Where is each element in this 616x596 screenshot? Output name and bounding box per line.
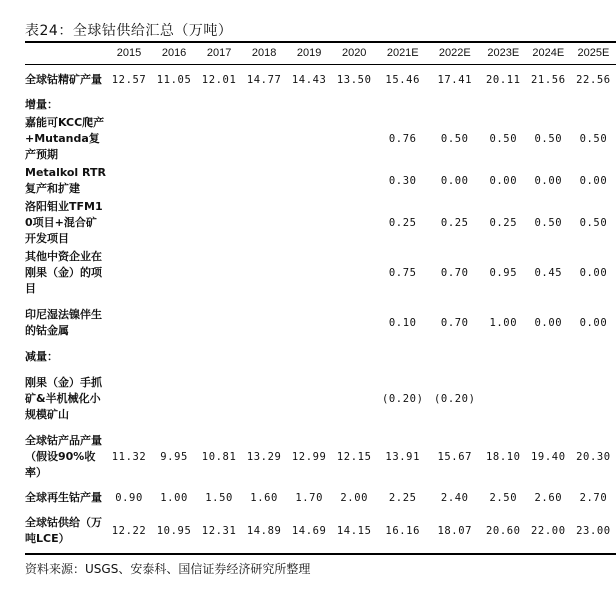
header-cell-year: 2019: [296, 47, 322, 59]
value-cell: 15.46: [385, 74, 421, 86]
value-cell: [287, 114, 332, 164]
value-cell: [526, 96, 571, 114]
value-cell: [287, 366, 332, 432]
value-cell: [242, 348, 287, 366]
value-cell: [429, 96, 481, 114]
value-cell: 0.70: [440, 267, 469, 279]
value-cell: [287, 164, 332, 198]
value-cell: [526, 348, 571, 366]
value-cell: [332, 164, 377, 198]
value-cell: [242, 366, 287, 432]
header-cell-year: 2021E: [386, 47, 419, 59]
table-row: [25, 248, 616, 298]
value-cell: [197, 298, 242, 348]
value-cell: 22.56: [576, 74, 611, 86]
value-cell: [242, 164, 287, 198]
table-row: [25, 64, 616, 96]
header-cell-year: 2020: [341, 47, 367, 59]
value-cell: [242, 96, 287, 114]
value-cell: [107, 248, 152, 298]
value-cell: [481, 366, 526, 432]
table-row: [25, 432, 616, 482]
value-cell: 19.40: [531, 451, 566, 463]
row-label: 全球钴精矿产量: [25, 73, 102, 86]
header-cell-year: 2024E: [532, 47, 565, 59]
row-label: 嘉能可KCC爬产+Mutanda复产预期: [25, 116, 105, 161]
value-cell: 13.29: [246, 451, 282, 463]
value-cell: 12.99: [291, 451, 327, 463]
value-cell: [481, 96, 526, 114]
value-cell: 18.10: [485, 451, 521, 463]
header-cell-year: 2015: [116, 47, 142, 59]
row-label: 全球钴供给（万吨LCE）: [25, 516, 102, 545]
value-cell: 13.91: [385, 451, 421, 463]
value-cell: 0.00: [489, 175, 518, 187]
value-cell: 0.10: [388, 317, 417, 329]
value-cell: 1.00: [489, 317, 518, 329]
value-cell: 0.00: [440, 175, 469, 187]
value-cell: [242, 248, 287, 298]
header-cell-year: 2017: [206, 47, 232, 59]
value-cell: 10.95: [156, 525, 192, 537]
value-cell: [197, 164, 242, 198]
value-cell: 0.00: [534, 175, 563, 187]
value-cell: [526, 366, 571, 432]
value-cell: 0.50: [579, 133, 608, 145]
value-cell: 16.16: [385, 525, 421, 537]
value-cell: 12.01: [201, 74, 237, 86]
table-row: [25, 114, 616, 164]
value-cell: [152, 198, 197, 248]
value-cell: [332, 366, 377, 432]
value-cell: 0.50: [534, 217, 563, 229]
value-cell: 0.95: [489, 267, 518, 279]
value-cell: 11.32: [111, 451, 147, 463]
value-cell: [197, 114, 242, 164]
value-cell: [197, 248, 242, 298]
value-cell: [287, 96, 332, 114]
value-cell: 12.31: [201, 525, 237, 537]
value-cell: 0.50: [579, 217, 608, 229]
value-cell: 1.60: [250, 492, 278, 504]
value-cell: [287, 198, 332, 248]
value-cell: 0.25: [489, 217, 518, 229]
value-cell: [197, 96, 242, 114]
value-cell: 0.50: [489, 133, 518, 145]
value-cell: [242, 114, 287, 164]
value-cell: 14.43: [291, 74, 327, 86]
value-cell: [197, 348, 242, 366]
value-cell: 23.00: [576, 525, 611, 537]
value-cell: 0.45: [534, 267, 563, 279]
table-row: [25, 348, 616, 366]
row-label: 印尼湿法镍伴生的钴金属: [25, 308, 102, 337]
value-cell: [197, 366, 242, 432]
table-row: [25, 482, 616, 514]
row-label: 全球钴产品产量（假设90%收率）: [25, 434, 102, 479]
value-cell: 20.30: [576, 451, 611, 463]
value-cell: 2.60: [534, 492, 563, 504]
value-cell: 10.81: [201, 451, 237, 463]
value-cell: 0.30: [388, 175, 417, 187]
value-cell: [571, 366, 616, 432]
value-cell: 14.15: [336, 525, 372, 537]
value-cell: [571, 96, 616, 114]
value-cell: [377, 348, 429, 366]
row-label: 减量：: [25, 350, 58, 363]
table-row: [25, 514, 616, 548]
value-cell: 20.11: [485, 74, 521, 86]
value-cell: [107, 164, 152, 198]
header-cell-year: 2022E: [438, 47, 471, 59]
value-cell: 14.69: [291, 525, 327, 537]
value-cell: [242, 298, 287, 348]
value-cell: [377, 96, 429, 114]
value-cell: 0.00: [534, 317, 563, 329]
header-cell-year: 2025E: [577, 47, 610, 59]
bottom-rule: [25, 553, 616, 555]
value-cell: [152, 96, 197, 114]
table-row: [25, 198, 616, 248]
value-cell: 0.90: [115, 492, 143, 504]
value-cell: 20.60: [485, 525, 521, 537]
value-cell: 0.76: [388, 133, 417, 145]
value-cell: 2.00: [340, 492, 369, 504]
value-cell: [152, 298, 197, 348]
value-cell: 14.89: [246, 525, 282, 537]
value-cell: [481, 348, 526, 366]
row-label: 增量：: [25, 98, 58, 111]
header-cell-year: 2016: [161, 47, 187, 59]
value-cell: 22.00: [531, 525, 566, 537]
value-cell: 21.56: [531, 74, 566, 86]
value-cell: 14.77: [246, 74, 282, 86]
value-cell: 15.67: [437, 451, 473, 463]
header-cell-year: 2023E: [487, 47, 520, 59]
value-cell: 13.50: [336, 74, 372, 86]
value-cell: 0.00: [579, 267, 608, 279]
value-cell: 2.25: [388, 492, 417, 504]
value-cell: [152, 348, 197, 366]
cobalt-supply-table: [25, 42, 616, 548]
value-cell: (0.20): [381, 393, 424, 405]
header-cell-label: [25, 42, 107, 64]
table-row: [25, 366, 616, 432]
value-cell: [107, 366, 152, 432]
row-label: 刚果（金）手抓矿&半机械化小规模矿山: [25, 376, 102, 421]
value-cell: [429, 348, 481, 366]
source-note: 资料来源：USGS、安泰科、国信证券经济研究所整理: [25, 562, 311, 576]
value-cell: 9.95: [160, 451, 188, 463]
row-label: 洛阳钼业TFM10项目+混合矿开发项目: [25, 200, 103, 245]
value-cell: 1.70: [295, 492, 324, 504]
row-label: 全球再生钴产量: [25, 491, 102, 504]
value-cell: (0.20): [434, 393, 476, 405]
value-cell: 1.50: [205, 492, 233, 504]
value-cell: 0.50: [534, 133, 563, 145]
value-cell: [332, 298, 377, 348]
value-cell: [152, 114, 197, 164]
header-row: [25, 42, 616, 64]
value-cell: 12.22: [111, 525, 147, 537]
value-cell: [287, 248, 332, 298]
value-cell: [571, 348, 616, 366]
value-cell: [107, 96, 152, 114]
value-cell: [107, 114, 152, 164]
value-cell: 18.07: [437, 525, 473, 537]
value-cell: [152, 248, 197, 298]
header-cell-year: 2018: [251, 47, 277, 59]
value-cell: [242, 198, 287, 248]
value-cell: [332, 96, 377, 114]
value-cell: 12.15: [336, 451, 372, 463]
value-cell: 0.00: [579, 175, 608, 187]
value-cell: 11.05: [156, 74, 192, 86]
value-cell: [332, 248, 377, 298]
value-cell: 12.57: [111, 74, 147, 86]
value-cell: 2.40: [440, 492, 469, 504]
table-row: [25, 298, 616, 348]
value-cell: 2.70: [579, 492, 608, 504]
value-cell: 17.41: [437, 74, 473, 86]
row-label: Metalkol RTR复产和扩建: [25, 166, 106, 195]
value-cell: 1.00: [160, 492, 188, 504]
value-cell: [107, 298, 152, 348]
table-row: [25, 164, 616, 198]
value-cell: [287, 348, 332, 366]
value-cell: 0.70: [440, 317, 469, 329]
value-cell: 0.25: [440, 217, 469, 229]
value-cell: 0.50: [440, 133, 469, 145]
value-cell: 2.50: [489, 492, 518, 504]
value-cell: [287, 298, 332, 348]
value-cell: [107, 348, 152, 366]
table-title: 表24：全球钴供给汇总（万吨）: [25, 23, 233, 39]
table-row: [25, 96, 616, 114]
value-cell: [152, 164, 197, 198]
value-cell: 0.75: [388, 267, 417, 279]
value-cell: [107, 198, 152, 248]
value-cell: [332, 348, 377, 366]
value-cell: 0.00: [579, 317, 608, 329]
row-label: 其他中资企业在刚果（金）的项目: [25, 250, 102, 295]
value-cell: [152, 366, 197, 432]
value-cell: [197, 198, 242, 248]
value-cell: 0.25: [388, 217, 417, 229]
value-cell: [332, 114, 377, 164]
value-cell: [332, 198, 377, 248]
